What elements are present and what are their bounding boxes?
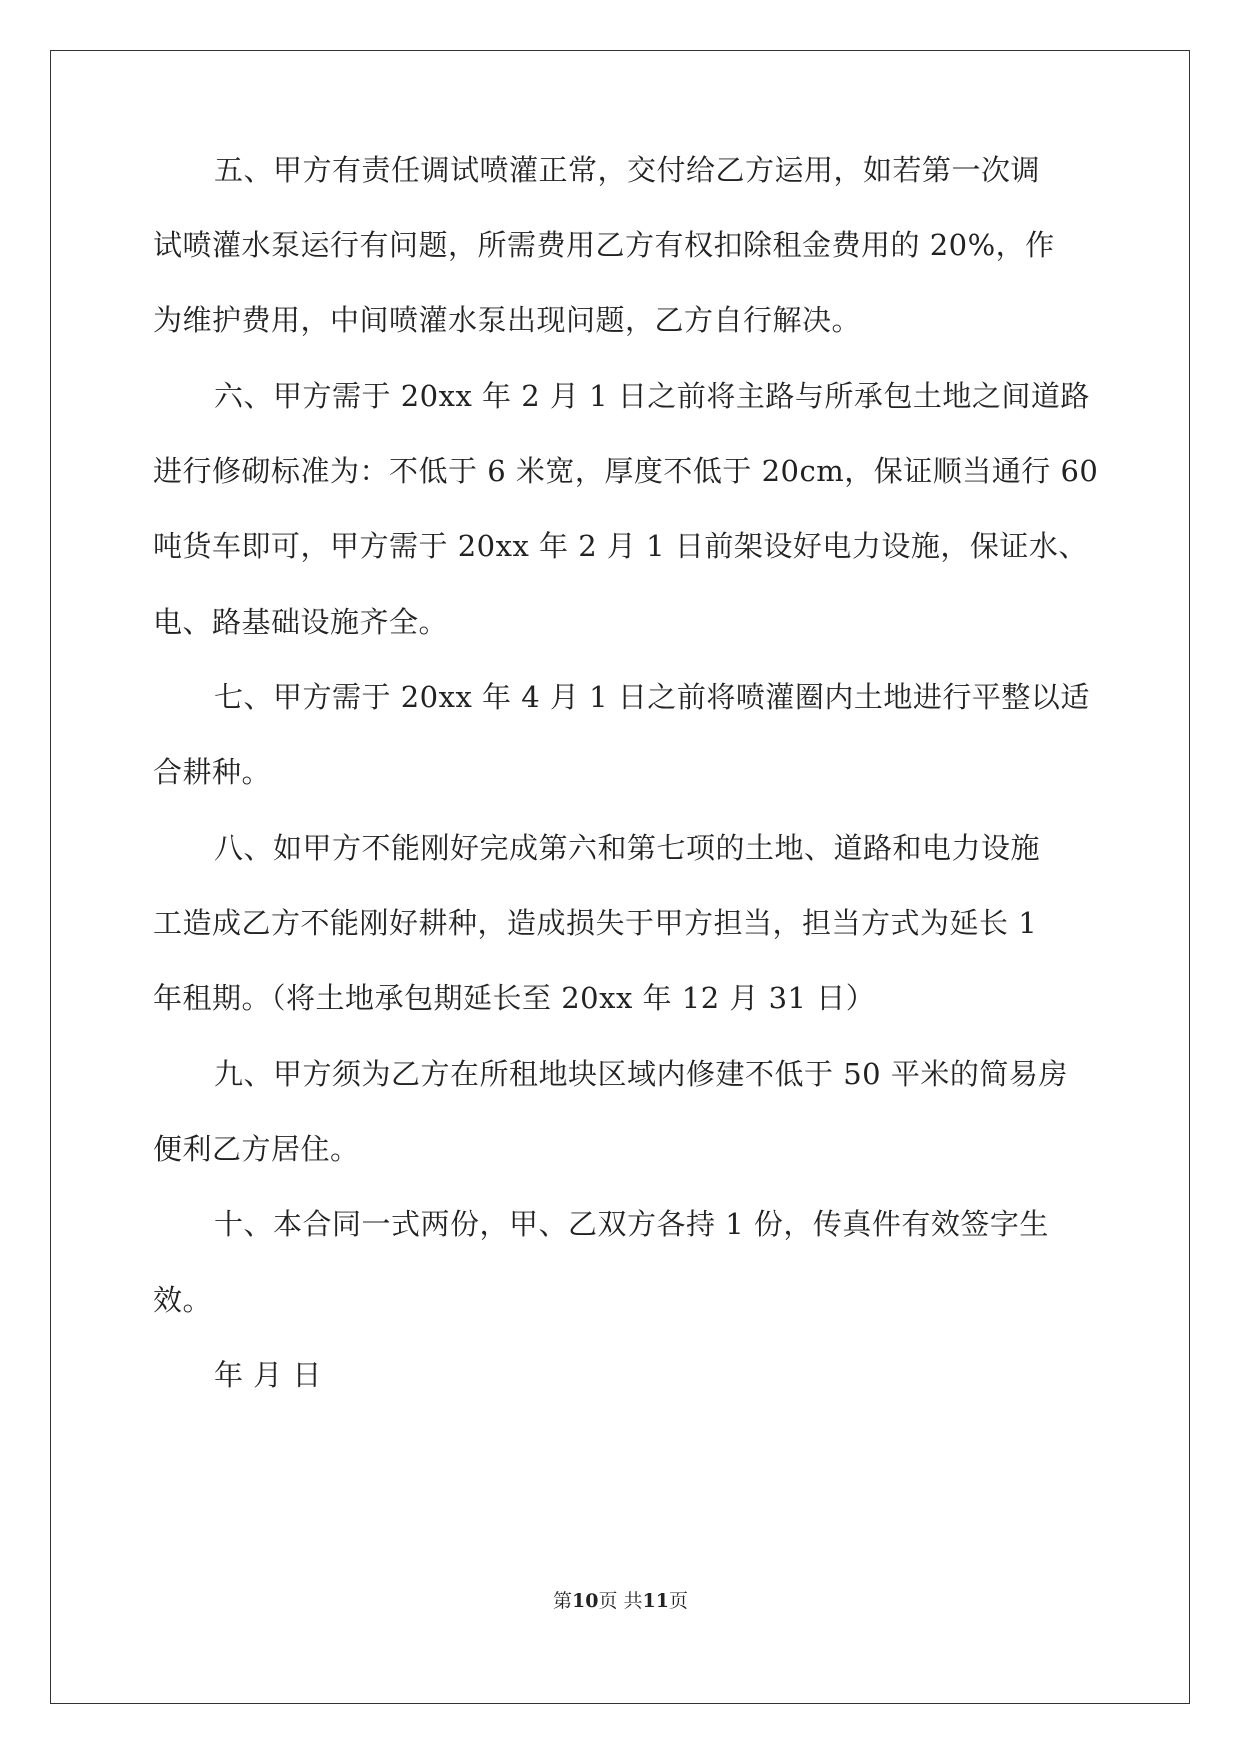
paragraph-6-line-2: 进行修砌标准为：不低于 6 米宽，厚度不低于 20cm，保证顺当通行 60 xyxy=(153,454,1099,488)
paragraph-5-line-3: 为维护费用，中间喷灌水泵出现问题，乙方自行解决。 xyxy=(153,303,862,337)
paragraph-7-line-1: 七、甲方需于 20xx 年 4 月 1 日之前将喷灌圈内土地进行平整以适 xyxy=(214,680,1090,714)
paragraph-9-line-1: 九、甲方须为乙方在所租地块区域内修建不低于 50 平米的简易房 xyxy=(214,1057,1068,1091)
page-border xyxy=(50,50,1190,1704)
footer-suffix: 页 xyxy=(668,1590,688,1612)
paragraph-10-line-2: 效。 xyxy=(153,1283,213,1317)
date-line: 年 月 日 xyxy=(214,1358,322,1392)
page-footer xyxy=(0,1589,1241,1613)
paragraph-6-line-1: 六、甲方需于 20xx 年 2 月 1 日之前将主路与所承包土地之间道路 xyxy=(214,379,1090,413)
paragraph-5-line-1: 五、甲方有责任调试喷灌正常，交付给乙方运用，如若第一次调 xyxy=(214,153,1041,187)
paragraph-8-line-2: 工造成乙方不能刚好耕种，造成损失于甲方担当，担当方式为延长 1 xyxy=(153,906,1038,940)
paragraph-6-line-3: 吨货车即可，甲方需于 20xx 年 2 月 1 日前架设好电力设施，保证水、 xyxy=(153,529,1088,563)
paragraph-9-line-2: 便利乙方居住。 xyxy=(153,1132,360,1166)
paragraph-8-line-3: 年租期。（将土地承包期延长至 20xx 年 12 月 31 日） xyxy=(153,981,876,1015)
paragraph-10-line-1: 十、本合同一式两份，甲、乙双方各持 1 份，传真件有效签字生 xyxy=(214,1207,1049,1241)
paragraph-6-line-4: 电、路基础设施齐全。 xyxy=(153,605,449,639)
footer-prefix: 第 xyxy=(553,1590,573,1612)
paragraph-8-line-1: 八、如甲方不能刚好完成第六和第七项的土地、道路和电力设施 xyxy=(214,831,1041,865)
paragraph-5-line-2: 试喷灌水泵运行有问题，所需费用乙方有权扣除租金费用的 20%，作 xyxy=(153,228,1055,262)
footer-total-pages: 11 xyxy=(642,1590,669,1612)
paragraph-7-line-2: 合耕种。 xyxy=(153,755,272,789)
footer-middle: 页 共 xyxy=(598,1590,643,1612)
footer-page-number: 10 xyxy=(572,1590,599,1612)
